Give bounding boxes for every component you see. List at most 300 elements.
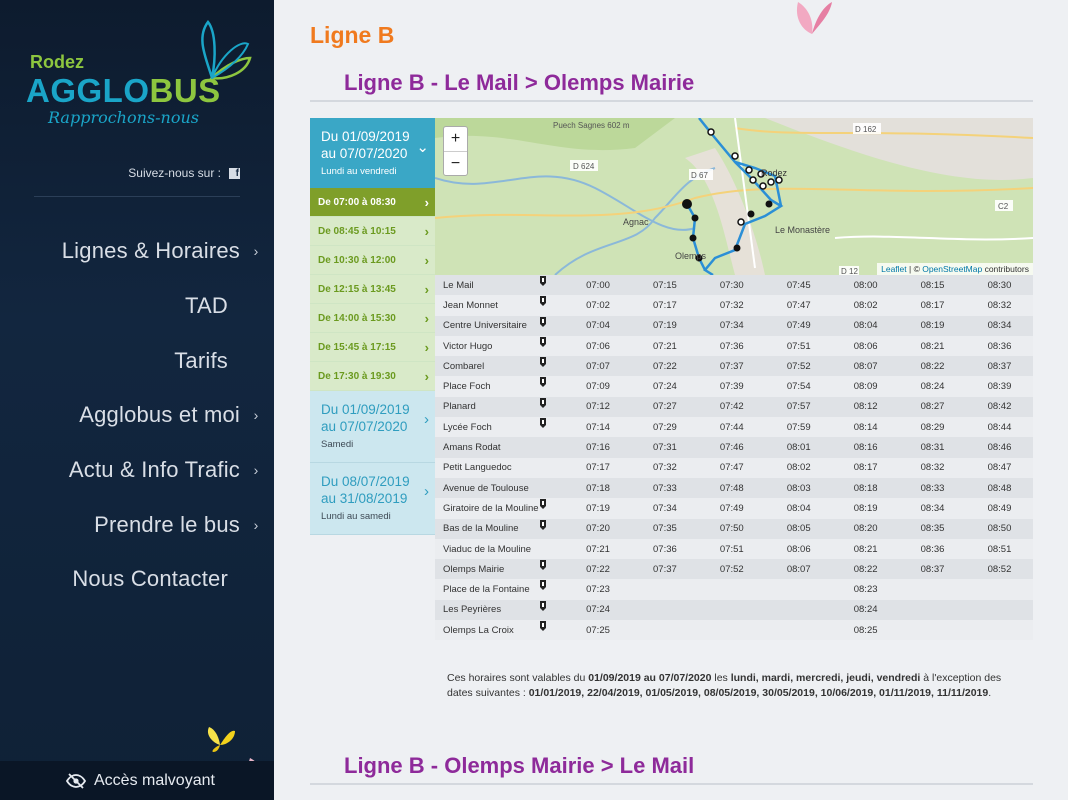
departure-time: 07:50 (719, 523, 744, 535)
period-range-line1: Du 08/07/2019 (321, 474, 410, 489)
departure-time: 07:34 (653, 502, 677, 514)
timetable-row (435, 376, 1033, 396)
departure-time: 07:34 (719, 320, 744, 332)
map-label: C2 (998, 202, 1009, 211)
timetable-row (435, 620, 1033, 640)
map-label: Rodez (761, 168, 788, 178)
notes-text: à l'exception des dates suivantes : (447, 672, 1002, 699)
departure-time: 07:47 (786, 299, 811, 311)
time-slot-label: De 08:45 à 10:15 (318, 225, 396, 237)
departure-time: 07:51 (786, 340, 811, 352)
period-option-weekdays[interactable] (310, 118, 435, 188)
map-label: D 12 (841, 267, 858, 275)
timetable-row (435, 478, 1033, 498)
departure-time: 07:06 (586, 340, 610, 352)
stop-name: Jean Monnet (443, 299, 498, 311)
stop-name: Viaduc de la Mouline (443, 543, 532, 555)
accessibility-label: Accès malvoyant (94, 771, 215, 789)
wheelchair-access-icon (539, 418, 547, 428)
departure-time: 07:12 (586, 401, 610, 413)
departure-time: 07:46 (719, 442, 744, 454)
stop-name: Petit Languedoc (443, 462, 512, 474)
stop-name: Le Mail (443, 279, 474, 291)
departure-time: 08:21 (920, 340, 945, 352)
departure-time: 07:49 (786, 320, 811, 332)
departure-time: 08:06 (786, 543, 811, 555)
departure-time: 07:33 (653, 482, 677, 494)
departure-time: 08:02 (853, 299, 878, 311)
departure-time: 07:21 (653, 340, 677, 352)
wheelchair-access-icon (539, 580, 547, 590)
departure-time: 07:18 (586, 482, 610, 494)
departure-time: 07:37 (719, 360, 744, 372)
time-slot-label: De 14:00 à 15:30 (318, 312, 396, 324)
accessibility-cell (539, 275, 565, 295)
departure-time: 08:32 (987, 299, 1012, 311)
notes-text: les (711, 672, 731, 684)
attribution-separator: | © (906, 264, 923, 274)
departure-time (765, 579, 832, 599)
zoom-in-button[interactable]: + (450, 130, 461, 147)
departure-time: 07:27 (653, 401, 677, 413)
wheelchair-access-icon (539, 398, 547, 408)
wheelchair-access-icon (539, 276, 547, 286)
chevron-right-icon: › (253, 462, 259, 479)
departure-time: 08:24 (853, 604, 878, 616)
time-slot-option[interactable] (310, 188, 435, 217)
logo-tagline: Rapprochons-nous (48, 108, 199, 127)
period-option-saturday[interactable] (310, 391, 435, 463)
chevron-down-icon: ⌄ (416, 139, 429, 156)
departure-time: 07:32 (719, 299, 744, 311)
map-label: Olemps (675, 251, 707, 261)
departure-time: 08:20 (853, 523, 878, 535)
departure-time: 07:04 (586, 320, 610, 332)
departure-time (899, 620, 966, 640)
accessibility-cell (539, 397, 565, 417)
departure-time: 08:50 (987, 523, 1012, 535)
period-range-line2: au 07/07/2020 (321, 419, 408, 434)
departure-time: 07:16 (586, 442, 610, 454)
wheelchair-access-icon (539, 601, 547, 611)
departure-time: 08:27 (920, 401, 945, 413)
wheelchair-access-icon (539, 317, 547, 327)
wheelchair-access-icon (539, 377, 547, 387)
departure-time: 08:36 (920, 543, 945, 555)
departure-time: 08:24 (920, 381, 945, 393)
time-slot-label: De 15:45 à 17:15 (318, 341, 396, 353)
period-days: Lundi au vendredi (321, 166, 397, 177)
departure-time: 08:22 (853, 563, 878, 575)
departure-time: 08:03 (786, 482, 811, 494)
stop-name: Combarel (443, 360, 485, 372)
accessibility-cell (539, 437, 565, 457)
departure-time: 07:17 (653, 299, 677, 311)
departure-time: 08:49 (987, 502, 1012, 514)
accessibility-cell (539, 600, 565, 620)
departure-time: 07:19 (586, 502, 610, 514)
chevron-right-icon: › (424, 411, 429, 428)
notes-days: lundi, mardi, mercredi, jeudi, vendredi (730, 672, 921, 684)
departure-time: 07:39 (719, 381, 744, 393)
departure-time: 08:15 (920, 279, 945, 291)
timetable-row (435, 437, 1033, 457)
departure-time: 07:51 (719, 543, 744, 555)
notes-text: Ces horaires sont valables du (447, 672, 589, 684)
zoom-out-button[interactable]: − (444, 151, 467, 175)
departure-time: 07:22 (586, 563, 610, 575)
section-divider (310, 100, 1033, 102)
timetable-row (435, 295, 1033, 315)
chevron-right-icon: › (424, 223, 429, 239)
time-slot-label: De 07:00 à 08:30 (318, 196, 396, 208)
section-title-return: Ligne B - Olemps Mairie > Le Mail (344, 753, 695, 778)
eye-slash-icon (66, 773, 86, 789)
stop-name: Centre Universitaire (443, 320, 527, 332)
departure-time: 08:19 (920, 320, 945, 332)
nav-label: TAD (185, 293, 228, 319)
chevron-right-icon: › (253, 243, 259, 260)
route-map[interactable] (435, 118, 1033, 275)
accessibility-cell (539, 519, 565, 539)
departure-time: 08:35 (920, 523, 945, 535)
notes-dates: 01/01/2019, 22/04/2019, 01/05/2019, 08/05/2019, 30/05/2019, 10/06/2019, 01/11/2019, 11/11/2019 (528, 686, 989, 699)
departure-time (765, 600, 832, 620)
timetable-row (435, 417, 1033, 437)
map-label: D 67 (691, 171, 708, 180)
time-slot-option[interactable] (310, 275, 435, 304)
accessibility-cell (539, 478, 565, 498)
nav-label: Lignes & Horaires (61, 238, 240, 264)
departure-time: 08:36 (987, 340, 1012, 352)
wheelchair-access-icon (539, 357, 547, 367)
departure-time: 08:30 (987, 279, 1012, 291)
stop-name: Les Peyrières (443, 604, 502, 616)
nav-item-actu-info-trafic[interactable] (0, 443, 274, 498)
departure-time: 07:48 (719, 482, 744, 494)
departure-time: 08:52 (987, 563, 1012, 575)
timetable-row (435, 356, 1033, 376)
departure-time: 07:52 (719, 563, 744, 575)
sidebar (0, 0, 274, 800)
time-slot-label: De 12:15 à 13:45 (318, 283, 396, 295)
departure-time: 07:54 (786, 381, 811, 393)
time-slot-label: De 17:30 à 19:30 (318, 370, 396, 382)
attribution-tail: contributors (982, 264, 1029, 274)
departure-time (966, 579, 1033, 599)
nav-item-lignes-horaires[interactable] (0, 224, 274, 279)
departure-time (631, 579, 698, 599)
map-label: D 624 (573, 162, 595, 171)
stop-name: Giratoire de la Mouline (443, 502, 539, 514)
wheelchair-access-icon (539, 296, 547, 306)
departure-time: 08:42 (987, 401, 1012, 413)
departure-time (966, 620, 1033, 640)
departure-time: 07:52 (786, 360, 811, 372)
follow-label: Suivez-nous sur : (128, 166, 221, 180)
accessibility-cell (539, 376, 565, 396)
openstreetmap-link[interactable]: OpenStreetMap (922, 264, 983, 274)
stop-name: Lycée Foch (443, 421, 492, 433)
departure-time (698, 600, 765, 620)
accessibility-cell (539, 620, 565, 640)
period-range-line1: Du 01/09/2019 (321, 129, 410, 144)
departure-time: 07:30 (719, 279, 744, 291)
departure-time: 08:34 (920, 502, 945, 514)
time-slot-option[interactable] (310, 217, 435, 246)
timetable-row (435, 600, 1033, 620)
departure-time: 08:34 (987, 320, 1012, 332)
timetable-row (435, 458, 1033, 478)
leaflet-link[interactable]: Leaflet (881, 264, 907, 274)
departure-time: 07:35 (653, 523, 677, 535)
chevron-right-icon: › (424, 310, 429, 326)
departure-time: 08:37 (987, 360, 1012, 372)
departure-time: 07:47 (719, 462, 744, 474)
timetable-row (435, 275, 1033, 295)
chevron-right-icon: › (424, 252, 429, 268)
departure-time: 07:44 (719, 421, 744, 433)
stop-name: Amans Rodat (443, 442, 501, 454)
validity-notes (447, 671, 1007, 700)
departure-time: 08:17 (853, 462, 878, 474)
stop-name: Avenue de Toulouse (443, 482, 529, 494)
departure-time (698, 579, 765, 599)
chevron-right-icon: › (253, 407, 259, 424)
period-list (310, 118, 435, 535)
page-title: Ligne B (310, 22, 395, 48)
logo-brand-part2: BUS (149, 72, 221, 109)
departure-time: 07:29 (653, 421, 677, 433)
departure-time (698, 620, 765, 640)
pink-butterfly-top-icon (790, 0, 836, 36)
departure-time: 08:51 (987, 543, 1012, 555)
map-attribution (877, 263, 1033, 275)
wheelchair-access-icon (539, 499, 547, 509)
logo-brand-part1: AGGLO (26, 72, 150, 109)
departure-time: 07:21 (586, 543, 610, 555)
departure-time: 08:21 (853, 543, 878, 555)
nav-item-tad[interactable] (0, 279, 274, 334)
logo-city: Rodez (30, 52, 84, 72)
departure-time: 08:31 (920, 442, 945, 454)
departure-time: 07:42 (719, 401, 744, 413)
stop-name: Planard (443, 401, 476, 413)
departure-time: 08:05 (786, 523, 811, 535)
departure-time: 08:19 (853, 502, 878, 514)
stop-name: Victor Hugo (443, 340, 493, 352)
departure-time: 08:02 (786, 462, 811, 474)
departure-time: 07:24 (653, 381, 677, 393)
departure-time (966, 600, 1033, 620)
departure-time: 07:23 (586, 584, 610, 596)
period-days: Samedi (321, 439, 354, 450)
departure-time: 07:20 (586, 523, 610, 535)
timetable-row (435, 559, 1033, 579)
wheelchair-access-icon (539, 621, 547, 631)
departure-time: 08:48 (987, 482, 1012, 494)
timetable-row (435, 539, 1033, 559)
departure-time (899, 600, 966, 620)
accessibility-cell (539, 417, 565, 437)
stop-name: Place de la Fontaine (443, 584, 530, 596)
departure-time: 08:16 (853, 442, 878, 454)
departure-time: 07:07 (586, 360, 610, 372)
departure-time (765, 620, 832, 640)
departure-time: 07:36 (719, 340, 744, 352)
accessibility-cell (539, 356, 565, 376)
chevron-right-icon: › (424, 281, 429, 297)
departure-time: 08:23 (853, 584, 878, 596)
time-slot-label: De 10:30 à 12:00 (318, 254, 396, 266)
stop-name: Olemps La Croix (443, 624, 514, 636)
stop-name: Place Foch (443, 381, 491, 393)
timetable (435, 275, 1033, 640)
departure-time: 08:37 (920, 563, 945, 575)
nav-item-prendre-le-bus[interactable] (0, 497, 274, 552)
departure-time: 08:17 (920, 299, 945, 311)
chevron-right-icon: › (424, 368, 429, 384)
accessibility-cell (539, 336, 565, 356)
departure-time: 08:39 (987, 381, 1012, 393)
accessibility-cell (539, 579, 565, 599)
timetable-row (435, 579, 1033, 599)
map-label: D 162 (855, 125, 877, 134)
period-days: Lundi au samedi (321, 511, 391, 522)
period-range-line2: au 31/08/2019 (321, 491, 408, 506)
main-navigation (0, 224, 274, 607)
departure-time: 07:36 (653, 543, 677, 555)
map-zoom-control (443, 126, 468, 176)
accessibility-cell (539, 458, 565, 478)
departure-time: 08:29 (920, 421, 945, 433)
nav-label: Nous Contacter (72, 566, 228, 592)
nav-label: Agglobus et moi (79, 402, 240, 428)
time-slot-option[interactable] (310, 246, 435, 275)
departure-time: 07:32 (653, 462, 677, 474)
yellow-butterfly-icon (203, 723, 237, 753)
timetable-row (435, 519, 1033, 539)
nav-label: Tarifs (174, 347, 228, 373)
accessibility-toggle[interactable] (0, 761, 274, 800)
departure-time: 08:09 (853, 381, 878, 393)
logo-brand (26, 72, 221, 110)
chevron-right-icon: › (424, 194, 429, 210)
departure-time: 08:47 (987, 462, 1012, 474)
departure-time: 07:59 (786, 421, 811, 433)
time-slot-option[interactable] (310, 333, 435, 362)
accessibility-cell (539, 498, 565, 518)
notes-period: 01/09/2019 au 07/07/2020 (588, 672, 712, 684)
timetable-row (435, 397, 1033, 417)
chevron-right-icon: › (424, 483, 429, 500)
departure-time: 08:22 (920, 360, 945, 372)
period-range-line2: au 07/07/2020 (321, 146, 408, 161)
departure-time: 08:25 (853, 624, 878, 636)
period-range-line1: Du 01/09/2019 (321, 402, 410, 417)
departure-time: 07:31 (653, 442, 677, 454)
time-slot-option[interactable] (310, 304, 435, 333)
departure-time: 07:02 (586, 299, 610, 311)
nav-item-tarifs[interactable] (0, 333, 274, 388)
timetable-row (435, 336, 1033, 356)
nav-item-nous-contacter[interactable] (0, 552, 274, 607)
departure-time: 08:33 (920, 482, 945, 494)
departure-time: 08:18 (853, 482, 878, 494)
timetable-row (435, 316, 1033, 336)
wheelchair-access-icon (539, 560, 547, 570)
departure-time: 07:49 (719, 502, 744, 514)
departure-time: 07:00 (586, 279, 610, 291)
stop-name: Olemps Mairie (443, 563, 505, 575)
chevron-right-icon: › (253, 516, 259, 533)
accessibility-cell (539, 559, 565, 579)
departure-time (899, 579, 966, 599)
map-label: Puech Sagnes 602 m (553, 121, 630, 130)
departure-time: 07:17 (586, 462, 610, 474)
nav-label: Prendre le bus (94, 511, 240, 537)
departure-time: 08:07 (786, 563, 811, 575)
departure-time: 07:15 (653, 279, 677, 291)
main-content (274, 0, 1068, 800)
departure-time (631, 620, 698, 640)
facebook-icon[interactable]: f (229, 168, 240, 179)
accessibility-cell (539, 316, 565, 336)
nav-item-agglobus-et-moi[interactable] (0, 388, 274, 443)
departure-time: 07:37 (653, 563, 677, 575)
departure-time: 08:00 (853, 279, 878, 291)
departure-time: 07:19 (653, 320, 677, 332)
departure-time: 08:14 (853, 421, 878, 433)
section-divider (310, 783, 1033, 785)
departure-time: 07:09 (586, 381, 610, 393)
nav-label: Actu & Info Trafic (68, 457, 240, 483)
time-slot-option[interactable] (310, 362, 435, 391)
departure-time: 08:01 (786, 442, 811, 454)
departure-time: 08:44 (987, 421, 1012, 433)
departure-time: 08:04 (853, 320, 878, 332)
departure-time: 08:12 (853, 401, 878, 413)
timetable-row (435, 498, 1033, 518)
departure-time: 08:04 (786, 502, 811, 514)
notes-text: . (988, 686, 992, 699)
departure-time: 07:57 (786, 401, 811, 413)
departure-time: 08:46 (987, 442, 1012, 454)
departure-time: 07:25 (586, 624, 610, 636)
departure-time: 07:14 (586, 421, 610, 433)
wheelchair-access-icon (539, 520, 547, 530)
accessibility-cell (539, 295, 565, 315)
departure-time: 07:22 (653, 360, 677, 372)
section-title-outbound: Ligne B - Le Mail > Olemps Mairie (344, 70, 695, 95)
map-canvas (435, 118, 1033, 275)
period-option-summer[interactable] (310, 463, 435, 535)
map-label: Agnac (623, 217, 649, 227)
departure-time (631, 600, 698, 620)
departure-time: 08:06 (853, 340, 878, 352)
departure-time: 07:24 (586, 604, 610, 616)
departure-time: 08:32 (920, 462, 945, 474)
social-follow (128, 166, 240, 180)
chevron-right-icon: › (424, 339, 429, 355)
map-label: Le Monastère (775, 225, 831, 235)
sidebar-divider (34, 196, 240, 197)
agglobus-logo[interactable] (26, 18, 256, 133)
accessibility-cell (539, 539, 565, 559)
departure-time: 07:45 (786, 279, 811, 291)
departure-time: 08:07 (853, 360, 878, 372)
wheelchair-access-icon (539, 337, 547, 347)
